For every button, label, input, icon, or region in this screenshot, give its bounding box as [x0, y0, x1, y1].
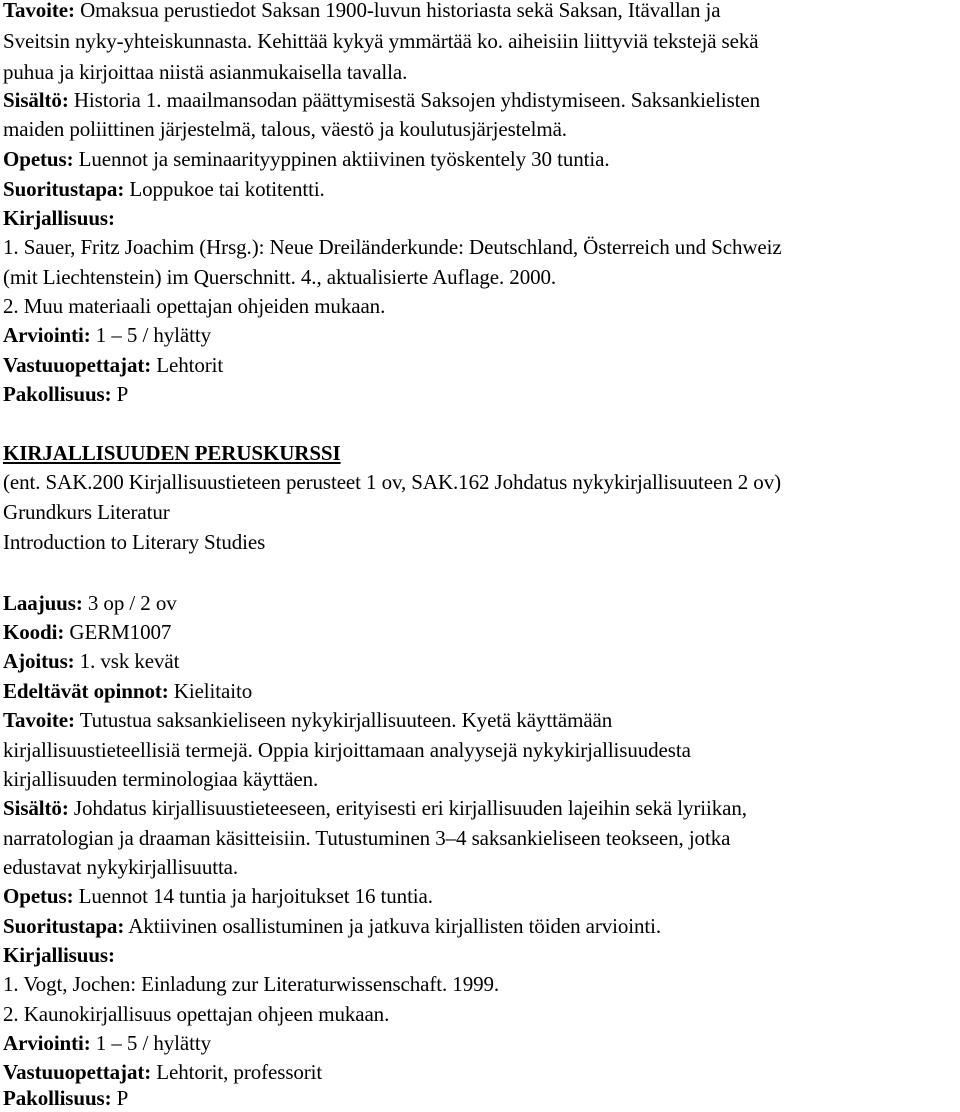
- suoritustapa-text: Loppukoe tai kotitentti.: [124, 177, 325, 201]
- kirjallisuus-label: Kirjallisuus:: [3, 206, 115, 230]
- edeltavat-label: Edeltävät opinnot:: [3, 679, 169, 703]
- arviointi-line: [3, 321, 960, 349]
- sisalto-text: Historia 1. maailmansodan päättymisestä Saksojen yhdistymiseen. Saksankielisten: [68, 88, 761, 112]
- opetus2-label: Opetus:: [3, 884, 74, 908]
- sisalto2-label: Sisältö:: [3, 796, 69, 820]
- arviointi2-text: 1 – 5 / hylätty: [90, 1031, 211, 1055]
- suoritustapa-line: [3, 175, 960, 203]
- vastuuopettajat-line: [3, 351, 960, 379]
- literature2-item-1: 1. Vogt, Jochen: Einladung zur Literaturwissenschaft. 1999.: [3, 972, 500, 996]
- tavoite2-text: Tutustua saksankieliseen nykykirjallisuuteen. Kyetä käyttämään: [74, 708, 613, 732]
- koodi-line: [3, 618, 960, 646]
- opetus-text: Luennot ja seminaarityyppinen aktiivinen työskentely 30 tuntia.: [73, 147, 610, 171]
- sisalto2-line-1: [3, 794, 960, 822]
- opetus-line: [3, 145, 960, 173]
- kirjallisuus2-label: Kirjallisuus:: [3, 943, 115, 967]
- course-name-german: Grundkurs Literatur: [3, 500, 170, 524]
- tavoite-line-2: Sveitsin nyky-yhteiskunnasta. Kehittää kykyä ymmärtää ko. aiheisiin liittyviä tekstejä sekä: [3, 29, 759, 53]
- suoritustapa-label: Suoritustapa:: [3, 177, 125, 201]
- course-title: KIRJALLISUUDEN PERUSKURSSI: [3, 441, 341, 465]
- vastuuopettajat2-text: Lehtorit, professorit: [151, 1060, 323, 1084]
- pakollisuus2-line: [3, 1084, 960, 1112]
- suoritustapa2-line: [3, 912, 960, 940]
- ajoitus-text: 1. vsk kevät: [74, 649, 180, 673]
- laajuus-text: 3 op / 2 ov: [82, 591, 177, 615]
- tavoite-label: Tavoite:: [3, 0, 75, 22]
- arviointi2-label: Arviointi:: [3, 1031, 91, 1055]
- tavoite2-line-3: kirjallisuuden terminologiaa käyttäen.: [3, 767, 319, 791]
- suoritustapa2-text: Aktiivinen osallistuminen ja jatkuva kirjallisten töiden arviointi.: [124, 914, 662, 938]
- tavoite-line-1: [3, 0, 960, 24]
- vastuuopettajat2-line: [3, 1058, 960, 1086]
- pakollisuus2-text: P: [111, 1086, 129, 1110]
- arviointi-label: Arviointi:: [3, 323, 91, 347]
- pakollisuus-text: P: [111, 382, 129, 406]
- course-name-english: Introduction to Literary Studies: [3, 530, 266, 554]
- arviointi2-line: [3, 1029, 960, 1057]
- literature2-item-2: 2. Kaunokirjallisuus opettajan ohjeen mukaan.: [3, 1002, 390, 1026]
- sisalto2-line-3: edustavat nykykirjallisuutta.: [3, 855, 239, 879]
- sisalto2-text: Johdatus kirjallisuustieteeseen, erityisesti eri kirjallisuuden lajeihin sekä lyriikan,: [68, 796, 747, 820]
- arviointi-text: 1 – 5 / hylätty: [90, 323, 211, 347]
- sisalto-line-1: [3, 86, 960, 114]
- koodi-label: Koodi:: [3, 620, 65, 644]
- opetus-label: Opetus:: [3, 147, 74, 171]
- kirjallisuus2-line: [3, 941, 960, 969]
- sisalto2-line-2: narratologian ja draaman käsitteisiin. Tutustuminen 3–4 saksankieliseen teokseen, jotka: [3, 826, 731, 850]
- opetus2-line: [3, 882, 960, 910]
- vastuuopettajat-text: Lehtorit: [151, 353, 224, 377]
- tavoite2-line-2: kirjallisuustieteellisiä termejä. Oppia kirjoittamaan analyysejä nykykirjallisuudesta: [3, 738, 691, 762]
- laajuus-line: [3, 589, 960, 617]
- opetus2-text: Luennot 14 tuntia ja harjoitukset 16 tuntia.: [73, 884, 433, 908]
- sisalto-label: Sisältö:: [3, 88, 69, 112]
- laajuus-label: Laajuus:: [3, 591, 83, 615]
- literature-item-1-line-2: (mit Liechtenstein) im Querschnitt. 4., aktualisierte Auflage. 2000.: [3, 265, 557, 289]
- tavoite-line-3: puhua ja kirjoittaa niistä asianmukaisella tavalla.: [3, 60, 408, 84]
- pakollisuus-label: Pakollisuus:: [3, 382, 112, 406]
- kirjallisuus-line: [3, 204, 960, 232]
- sisalto-line-2: maiden poliittinen järjestelmä, talous, väestö ja koulutusjärjestelmä.: [3, 117, 567, 141]
- vastuuopettajat-label: Vastuuopettajat:: [3, 353, 152, 377]
- koodi-text: GERM1007: [64, 620, 172, 644]
- edeltavat-text: Kielitaito: [168, 679, 253, 703]
- tavoite2-line-1: [3, 706, 960, 734]
- literature-item-1-line-1: 1. Sauer, Fritz Joachim (Hrsg.): Neue Dreiländerkunde: Deutschland, Österreich und Schweiz: [3, 235, 782, 259]
- pakollisuus-line: [3, 380, 960, 408]
- vastuuopettajat2-label: Vastuuopettajat:: [3, 1060, 152, 1084]
- literature-item-2: 2. Muu materiaali opettajan ohjeiden mukaan.: [3, 294, 386, 318]
- suoritustapa2-label: Suoritustapa:: [3, 914, 125, 938]
- pakollisuus2-label: Pakollisuus:: [3, 1086, 112, 1110]
- ajoitus-line: [3, 647, 960, 675]
- previous-courses-note: (ent. SAK.200 Kirjallisuustieteen perusteet 1 ov, SAK.162 Johdatus nykykirjallisuuteen 2 ov): [3, 470, 781, 494]
- ajoitus-label: Ajoitus:: [3, 649, 75, 673]
- edeltavat-line: [3, 677, 960, 705]
- tavoite2-label: Tavoite:: [3, 708, 75, 732]
- tavoite-text: Omaksua perustiedot Saksan 1900-luvun historiasta sekä Saksan, Itävallan ja: [74, 0, 721, 22]
